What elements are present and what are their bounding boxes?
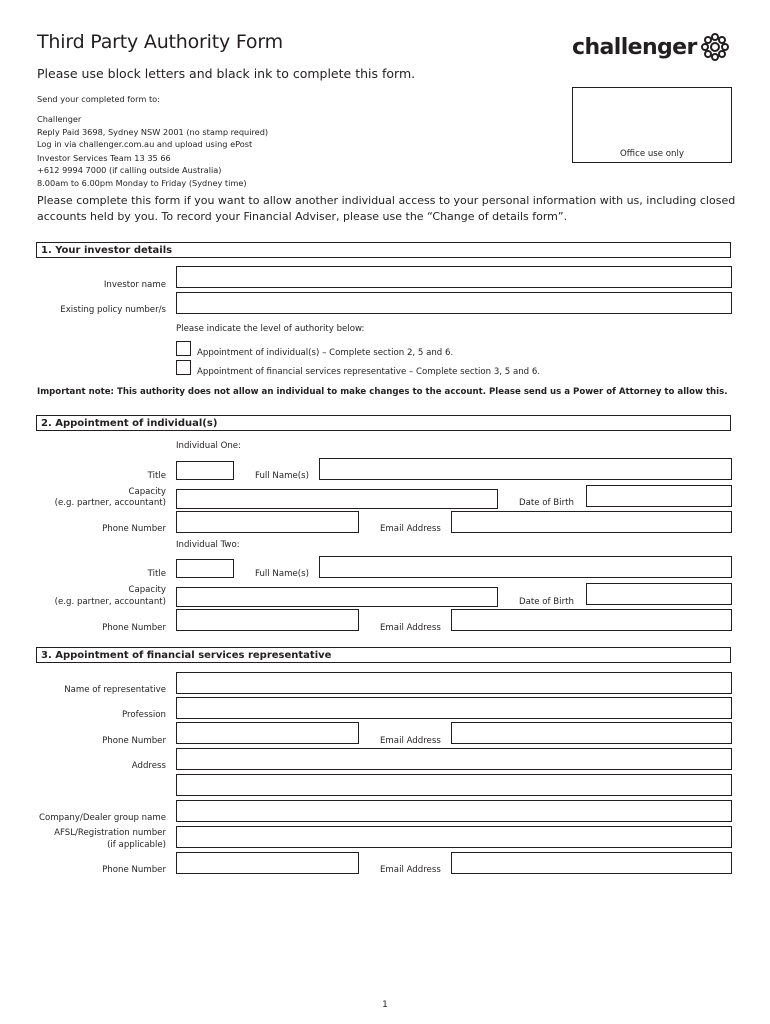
ind2-capacity-field[interactable]: [176, 587, 498, 607]
rep-email-field[interactable]: [451, 722, 732, 744]
send-to-hours: 8.00am to 6.00pm Monday to Friday (Sydney time): [37, 177, 247, 188]
logo-text: challenger: [572, 34, 697, 60]
rep-phone-label: Phone Number: [102, 736, 166, 746]
page-number: 1: [382, 1000, 388, 1010]
investor-name-label: Investor name: [103, 280, 166, 290]
ind2-title-field[interactable]: [176, 559, 234, 578]
investor-name-field[interactable]: [176, 266, 732, 288]
page-title: Third Party Authority Form: [37, 31, 283, 53]
send-to-company: Challenger: [37, 114, 82, 125]
page-subtitle: Please use block letters and black ink to complete this form.: [37, 66, 416, 81]
ind2-email-field[interactable]: [451, 609, 732, 631]
ind2-email-label: Email Address: [380, 623, 441, 633]
ind1-email-label: Email Address: [380, 524, 441, 534]
representative-option-label: Appointment of financial services representative – Complete section 3, 5 and 6.: [197, 367, 541, 377]
challenger-logo: [572, 32, 730, 62]
company-field[interactable]: [176, 800, 732, 822]
ind2-capacity-example: (e.g. partner, accountant): [54, 597, 166, 607]
rep-phone-2-field[interactable]: [176, 852, 359, 874]
send-to-reply-paid: Reply Paid 3698, Sydney NSW 2001 (no stamp required): [37, 126, 269, 137]
ind2-title-label: Title: [147, 569, 166, 579]
important-note: Important note: This authority does not allow an individual to make changes to the account. Please send us a Power of Attorney to allow this.: [37, 387, 728, 397]
rep-phone-field[interactable]: [176, 722, 359, 744]
ind2-phone-label: Phone Number: [102, 623, 166, 633]
afsl-field[interactable]: [176, 826, 732, 848]
individual-checkbox[interactable]: [176, 341, 191, 356]
intro-text: Please complete this form if you want to allow another individual access to your personal information with us, including closed accounts held by you. To record your Financial Adviser, please use the “Change of details form”.: [37, 194, 736, 223]
policy-number-field[interactable]: [176, 292, 732, 314]
send-to-team: Investor Services Team 13 35 66: [37, 153, 171, 164]
send-to-overseas: +612 9994 7000 (if calling outside Australia): [37, 165, 222, 176]
ind1-title-label: Title: [147, 471, 166, 481]
rep-email-2-field[interactable]: [451, 852, 732, 874]
rep-phone-2-label: Phone Number: [102, 865, 166, 875]
profession-field[interactable]: [176, 697, 732, 719]
ind1-email-field[interactable]: [451, 511, 732, 533]
afsl-note: (if applicable): [107, 840, 166, 850]
ind2-dob-field[interactable]: [586, 583, 732, 605]
ind2-capacity-label: Capacity: [128, 585, 166, 595]
send-to-epost: Log in via challenger.com.au and upload using ePost: [37, 138, 253, 149]
ind1-dob-field[interactable]: [586, 485, 732, 507]
rep-email-label: Email Address: [380, 736, 441, 746]
ind2-phone-field[interactable]: [176, 609, 359, 631]
send-to-intro: Send your completed form to:: [37, 94, 160, 104]
individual-two-label: Individual Two:: [176, 540, 240, 550]
section-2-heading: 2. Appointment of individual(s): [36, 415, 731, 431]
ind2-full-names-label: Full Name(s): [255, 569, 309, 579]
address-label: Address: [131, 761, 166, 771]
representative-checkbox[interactable]: [176, 360, 191, 375]
ind2-full-names-field[interactable]: [319, 556, 732, 578]
afsl-label: AFSL/Registration number: [54, 828, 166, 838]
address-field-line-2[interactable]: [176, 774, 732, 796]
section-3-heading: 3. Appointment of financial services representative: [36, 647, 731, 663]
individual-one-label: Individual One:: [176, 441, 241, 451]
office-use-label: Office use only: [620, 149, 684, 159]
ind1-full-names-field[interactable]: [319, 458, 732, 480]
send-to-block: [37, 93, 268, 189]
ind1-full-names-label: Full Name(s): [255, 471, 309, 481]
company-label: Company/Dealer group name: [39, 813, 166, 823]
rep-email-2-label: Email Address: [380, 865, 441, 875]
ind2-dob-label: Date of Birth: [519, 597, 574, 607]
section-1-heading: 1. Your investor details: [36, 242, 731, 258]
rep-name-field[interactable]: [176, 672, 732, 694]
policy-number-label: Existing policy number/s: [60, 305, 166, 315]
authority-prompt: Please indicate the level of authority below:: [176, 324, 365, 334]
ind1-phone-field[interactable]: [176, 511, 359, 533]
challenger-star-icon: [700, 32, 730, 62]
ind1-capacity-field[interactable]: [176, 489, 498, 509]
ind1-phone-label: Phone Number: [102, 524, 166, 534]
ind1-title-field[interactable]: [176, 461, 234, 480]
office-use-box: [572, 87, 732, 163]
rep-name-label: Name of representative: [64, 685, 166, 695]
ind1-capacity-example: (e.g. partner, accountant): [54, 498, 166, 508]
individual-option-label: Appointment of individual(s) – Complete section 2, 5 and 6.: [197, 348, 454, 358]
ind1-dob-label: Date of Birth: [519, 498, 574, 508]
ind1-capacity-label: Capacity: [128, 487, 166, 497]
profession-label: Profession: [122, 710, 166, 720]
address-field-line-1[interactable]: [176, 748, 732, 770]
